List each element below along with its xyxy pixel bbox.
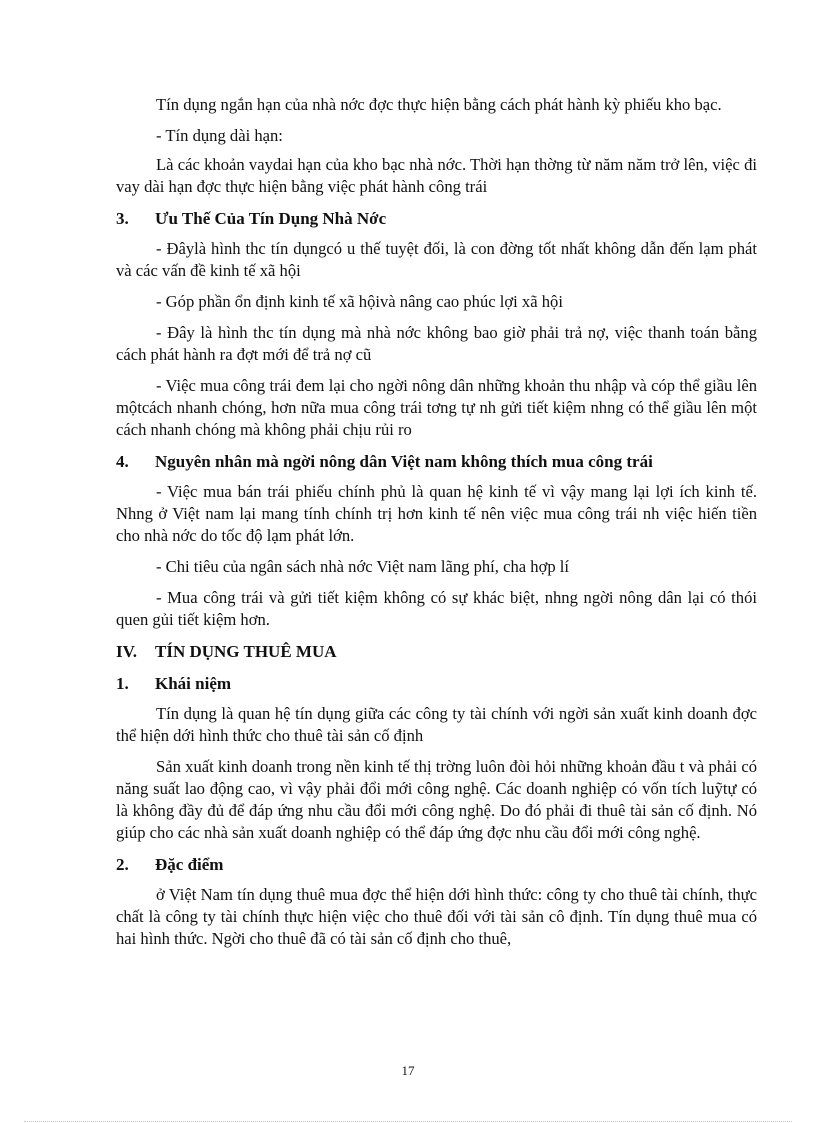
paragraph: - Mua công trái và gửi tiết kiệm không có sự khác biệt, nhng ngời nông dân lại có thói quen gủi tiết kiệm hơn. [116,588,757,629]
paragraph: - Đây là hình thc tín dụng mà nhà nớc không bao giờ phải trả nợ, việc thanh toán bằng cách phát hành ra đợt mới để trả nợ cũ [116,323,757,364]
section-number: 2. [116,855,129,874]
section-title: Nguyên nhân mà ngời nông dân Việt nam không thích mua công trái [155,452,653,471]
section-heading [116,854,757,876]
section-heading [116,208,757,230]
section-title: Khái niệm [155,674,232,693]
section-title: Ưu Thế Của Tín Dụng Nhà Nớc [155,209,387,228]
section-number: 3. [116,209,129,228]
page-number: 17 [401,1063,415,1078]
paragraph: Sản xuất kinh doanh trong nền kinh tế thị trờng luôn đòi hỏi những khoản đầu t và phải có năng suất lao động cao, vì vậy phải đổi mới công nghệ. Các doanh nghiệp có vốn tích luỹtự có là không đầy đủ để đáp ứng nhu cầu đổi mới công nghệ. Do đó phải đi thuê tài sản cố định. Nó giúp cho các nhà sản xuất doanh nghiệp có thể đáp ứng đợc nhu cầu đổi mới công nghệ. [116,757,757,842]
paragraph: Tín dụng ngắn hạn của nhà nớc đợc thực hiện bằng cách phát hành kỳ phiếu kho bạc. [156,95,722,114]
paragraph: Tín dụng là quan hệ tín dụng giữa các công ty tài chính với ngời sản xuất kinh doanh đợc thể hiện dới hình thức cho thuê tài sản cố định [116,704,757,745]
paragraph: - Góp phần ổn định kinh tế xã hộivà nâng cao phúc lợi xã hội [156,292,563,311]
page-body [116,94,757,959]
chapter-number: IV. [116,642,137,661]
paragraph: - Việc mua bán trái phiếu chính phủ là quan hệ kinh tế vì vậy mang lại lợi ích kinh tế. Nhng ở Việt nam lại mang tính chính trị hơn kinh tế nên việc mua công trái nh việc hiến tiền cho nhà nớc do tốc độ lạm phát lớn. [116,482,757,545]
section-title: Đặc điểm [155,855,224,874]
paragraph: Là các khoản vaydai hạn của kho bạc nhà nớc. Thời hạn thờng từ năm năm trở lên, việc đi vay dài hạn đợc thực hiện bằng việc phát hành công trái [116,155,757,196]
paragraph: ở Việt Nam tín dụng thuê mua đợc thể hiện dới hình thức: công ty cho thuê tài chính, thực chất là công ty tài chính thực hiện việc cho thuê đối với tài sản cô định. Tín dụng thuê mua có hai hình thức. Ngời cho thuê đã có tài sản cố định cho thuê, [116,885,757,948]
chapter-heading [116,641,757,663]
page-bottom-divider [24,1121,792,1122]
paragraph: - Tín dụng dài hạn: [156,126,283,145]
paragraph: - Việc mua công trái đem lại cho ngời nông dân những khoản thu nhập và cóp thể giầu lên mộtcách nhanh chóng, hơn nữa mua công trái tơng tự nh gửi tiết kiệm nhng có thể giầu lên một cách nhanh chóng mà không phải chịu rủi ro [116,376,757,439]
section-heading [116,451,757,473]
section-heading [116,673,757,695]
chapter-title: TÍN DỤNG THUÊ MUA [155,642,337,661]
section-number: 1. [116,674,129,693]
section-number: 4. [116,452,129,471]
paragraph: - Đâylà hình thc tín dụngcó u thế tuyệt đối, là con đờng tốt nhất không dẫn đến lạm phát và các vấn đề kinh tế xã hội [116,239,757,280]
paragraph: - Chi tiêu của ngân sách nhà nớc Việt nam lãng phí, cha hợp lí [156,557,570,576]
